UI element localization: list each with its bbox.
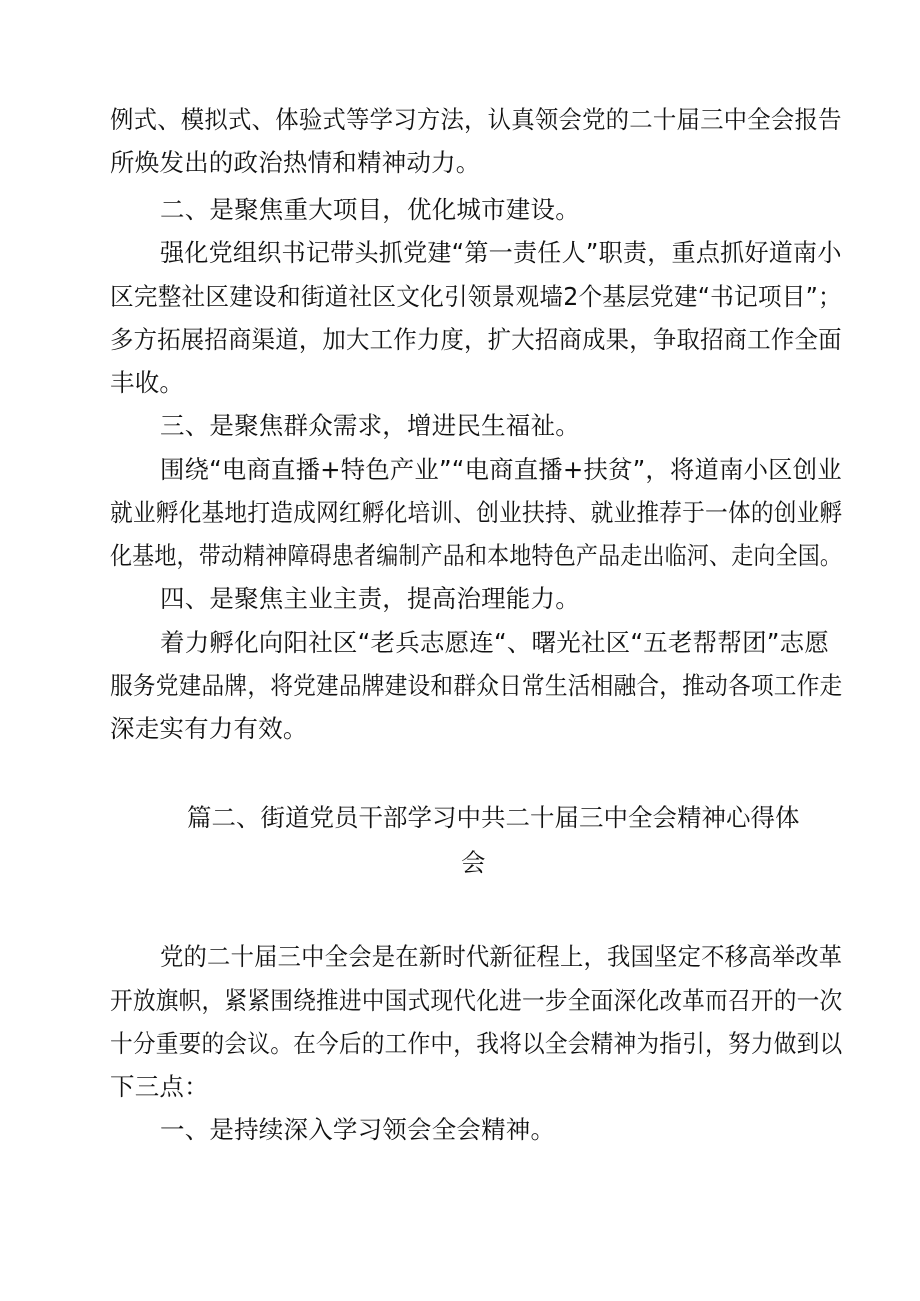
paragraph-line: 化基地，带动精神障碍患者编制产品和本地特色产品走出临河、走向全国。	[110, 541, 843, 570]
article-title-line: 会	[461, 848, 486, 877]
paragraph-line: 所焕发出的政治热情和精神动力。	[110, 148, 481, 177]
paragraph-line: 就业孵化基地打造成网红孵化培训、创业扶持、就业推荐于一体的创业孵	[110, 498, 843, 527]
article-title-line: 篇二、街道党员干部学习中共二十届三中全会精神心得体	[187, 803, 800, 832]
paragraph-line: 丰收。	[110, 368, 185, 397]
paragraph-line: 下三点：	[110, 1072, 209, 1101]
paragraph-line: 党的二十届三中全会是在新时代新征程上，我国坚定不移高举改革	[160, 942, 843, 971]
section-heading: 一、是持续深入学习领会全会精神。	[160, 1115, 556, 1144]
paragraph-line: 十分重要的会议。在今后的工作中，我将以全会精神为指引，努力做到以	[110, 1029, 843, 1058]
paragraph-line: 区完整社区建设和街道社区文化引领景观墙2个基层党建“书记项目”；	[110, 282, 842, 311]
section-heading: 四、是聚焦主业主责，提高治理能力。	[160, 584, 580, 613]
paragraph-line: 强化党组织书记带头抓党建“第一责任人”职责，重点抓好道南小	[160, 238, 842, 267]
section-heading: 二、是聚焦重大项目，优化城市建设。	[160, 195, 580, 224]
paragraph-line: 服务党建品牌，将党建品牌建设和群众日常生活相融合，推动各项工作走	[110, 671, 843, 700]
paragraph-line: 深走实有力有效。	[110, 714, 308, 743]
paragraph-line: 多方拓展招商渠道，加大工作力度，扩大招商成果，争取招商工作全面	[110, 325, 842, 354]
paragraph-line: 围绕“电商直播+特色产业”“电商直播+扶贫”，将道南小区创业	[160, 455, 842, 484]
paragraph-line: 开放旗帜，紧紧围绕推进中国式现代化进一步全面深化改革而召开的一次	[110, 986, 843, 1015]
section-heading: 三、是聚焦群众需求，增进民生福祉。	[160, 411, 580, 440]
paragraph-line: 例式、模拟式、体验式等学习方法，认真领会党的二十届三中全会报告	[110, 105, 842, 134]
paragraph-line: 着力孵化向阳社区“老兵志愿连“、曙光社区“五老帮帮团”志愿	[160, 628, 830, 657]
